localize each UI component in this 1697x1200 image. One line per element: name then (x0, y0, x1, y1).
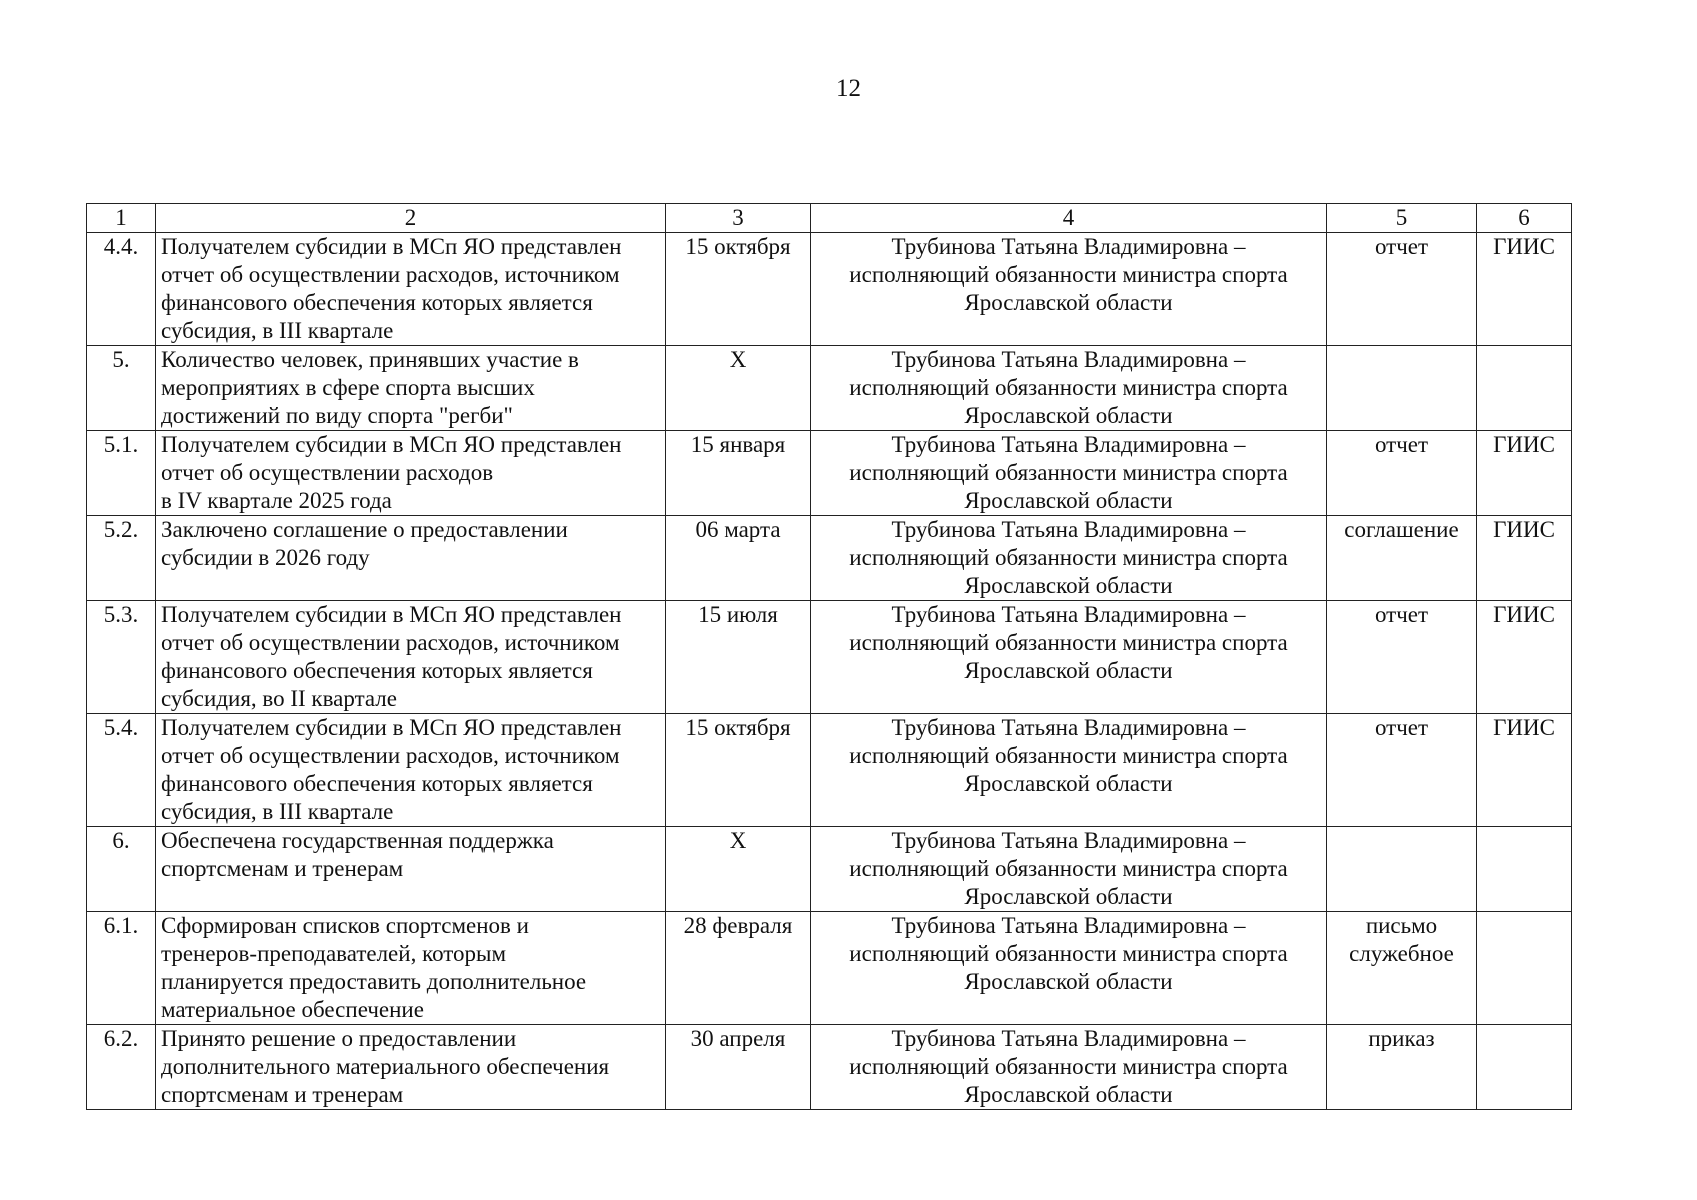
table-row (87, 1025, 1572, 1110)
row-name: Получателем субсидии в МСп ЯО представлен отчет об осуществлении расходов, источником финансового обеспечения которых является субсидия, в III квартале (156, 714, 666, 827)
row-document: отчет (1327, 431, 1477, 516)
row-system: ГИИС (1477, 601, 1572, 714)
row-system: ГИИС (1477, 233, 1572, 346)
row-number: 5.4. (87, 714, 156, 827)
row-name: Получателем субсидии в МСп ЯО представлен отчет об осуществлении расходов, источником финансового обеспечения которых является субсидия, во II квартале (156, 601, 666, 714)
row-number: 5.3. (87, 601, 156, 714)
row-date: 06 марта (666, 516, 811, 601)
row-system: ГИИС (1477, 431, 1572, 516)
table-row (87, 431, 1572, 516)
table-row (87, 233, 1572, 346)
row-date: 15 июля (666, 601, 811, 714)
plan-table (86, 203, 1572, 1110)
row-name: Сформирован списков спортсменов и тренеров-преподавателей, которым планируется предоставить дополнительное материальное обеспечение (156, 912, 666, 1025)
row-responsible: Трубинова Татьяна Владимировна – исполняющий обязанности министра спорта Ярославской области (811, 346, 1327, 431)
row-date: 30 апреля (666, 1025, 811, 1110)
row-responsible: Трубинова Татьяна Владимировна – исполняющий обязанности министра спорта Ярославской области (811, 233, 1327, 346)
row-responsible: Трубинова Татьяна Владимировна – исполняющий обязанности министра спорта Ярославской области (811, 601, 1327, 714)
row-name: Получателем субсидии в МСп ЯО представлен отчет об осуществлении расходов, источником финансового обеспечения которых является субсидия, в III квартале (156, 233, 666, 346)
row-document: отчет (1327, 601, 1477, 714)
column-header-system: 6 (1477, 204, 1572, 233)
page-number: 12 (836, 75, 861, 102)
row-date: X (666, 827, 811, 912)
row-date: 28 февраля (666, 912, 811, 1025)
row-document: отчет (1327, 233, 1477, 346)
row-system (1477, 912, 1572, 1025)
row-date: X (666, 346, 811, 431)
row-document (1327, 346, 1477, 431)
row-name: Получателем субсидии в МСп ЯО представлен отчет об осуществлении расходов в IV квартале 2025 года (156, 431, 666, 516)
row-responsible: Трубинова Татьяна Владимировна – исполняющий обязанности министра спорта Ярославской области (811, 431, 1327, 516)
row-name: Количество человек, принявших участие в мероприятиях в сфере спорта высших достижений по виду спорта "регби" (156, 346, 666, 431)
row-number: 5. (87, 346, 156, 431)
row-responsible: Трубинова Татьяна Владимировна – исполняющий обязанности министра спорта Ярославской области (811, 1025, 1327, 1110)
row-system (1477, 1025, 1572, 1110)
column-header-document: 5 (1327, 204, 1477, 233)
row-document: отчет (1327, 714, 1477, 827)
row-responsible: Трубинова Татьяна Владимировна – исполняющий обязанности министра спорта Ярославской области (811, 827, 1327, 912)
row-system (1477, 827, 1572, 912)
row-date: 15 октября (666, 233, 811, 346)
row-responsible: Трубинова Татьяна Владимировна – исполняющий обязанности министра спорта Ярославской области (811, 714, 1327, 827)
row-responsible: Трубинова Татьяна Владимировна – исполняющий обязанности министра спорта Ярославской области (811, 516, 1327, 601)
row-number: 6.2. (87, 1025, 156, 1110)
row-name: Принято решение о предоставлении дополнительного материального обеспечения спортсменам и тренерам (156, 1025, 666, 1110)
row-number: 4.4. (87, 233, 156, 346)
table-row (87, 714, 1572, 827)
table-row (87, 912, 1572, 1025)
column-header-number: 1 (87, 204, 156, 233)
row-document: приказ (1327, 1025, 1477, 1110)
row-document: письмо служебное (1327, 912, 1477, 1025)
table-row (87, 346, 1572, 431)
column-header-date: 3 (666, 204, 811, 233)
row-date: 15 октября (666, 714, 811, 827)
row-name: Обеспечена государственная поддержка спортсменам и тренерам (156, 827, 666, 912)
row-number: 5.1. (87, 431, 156, 516)
row-date: 15 января (666, 431, 811, 516)
header-row (87, 204, 1572, 233)
row-document: соглашение (1327, 516, 1477, 601)
table-row (87, 601, 1572, 714)
row-number: 6.1. (87, 912, 156, 1025)
row-number: 6. (87, 827, 156, 912)
column-header-responsible: 4 (811, 204, 1327, 233)
row-system: ГИИС (1477, 714, 1572, 827)
row-responsible: Трубинова Татьяна Владимировна – исполняющий обязанности министра спорта Ярославской области (811, 912, 1327, 1025)
row-name: Заключено соглашение о предоставлении субсидии в 2026 году (156, 516, 666, 601)
table-row (87, 827, 1572, 912)
row-document (1327, 827, 1477, 912)
row-system (1477, 346, 1572, 431)
column-header-name: 2 (156, 204, 666, 233)
table-row (87, 516, 1572, 601)
row-system: ГИИС (1477, 516, 1572, 601)
row-number: 5.2. (87, 516, 156, 601)
